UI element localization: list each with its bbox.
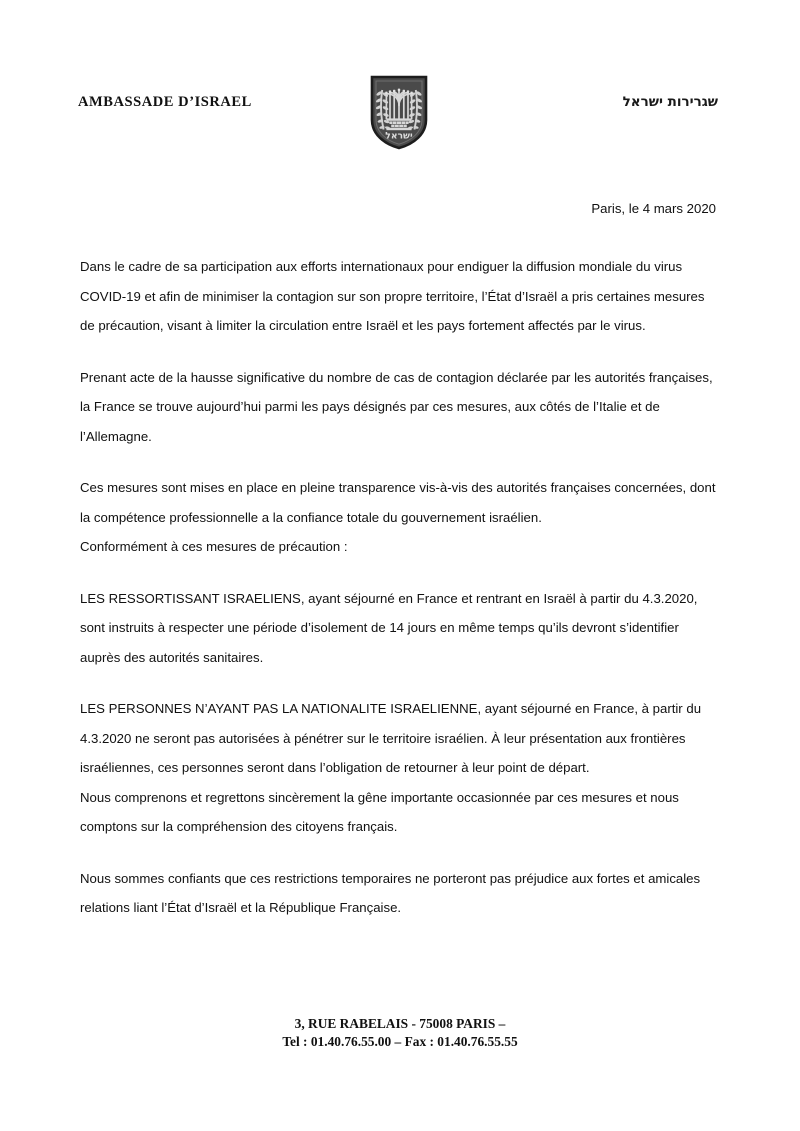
paragraph-transparency: Ces mesures sont mises en place en pleine transparence vis-à-vis des autorités françaises concernées, dont la compétence professionnelle a la confiance totale du gouvernement israélien. bbox=[80, 480, 716, 525]
footer-contact: Tel : 01.40.76.55.00 – Fax : 01.40.76.55.55 bbox=[282, 1033, 518, 1049]
paragraph-non-israeli-nationals: LES PERSONNES N’AYANT PAS LA NATIONALITE ISRAELIENNE, ayant séjourné en France, à partir du 4.3.2020 ne seront pas autorisées à pénétrer sur le territoire israélien. À leur présentation aux frontières israéliennes, ces personnes seront dans l’obligation de retourner à leur point de départ. bbox=[80, 701, 702, 775]
footer bbox=[0, 1015, 800, 1050]
paragraph-conformity-lead-in: Conformément à ces mesures de précaution : bbox=[80, 539, 348, 554]
israel-state-emblem-icon bbox=[369, 74, 429, 150]
svg-text:ישראל: ישראל bbox=[385, 130, 413, 142]
footer-address: 3, RUE RABELAIS - 75008 PARIS – bbox=[294, 1016, 506, 1031]
paragraph-france-designated: Prenant acte de la hausse significative du nombre de cas de contagion déclarée par les autorités françaises, la France se trouve aujourd’hui parmi les pays désignés par ces mesures, aux côtés de l’Italie et de l’Allemagne. bbox=[80, 369, 713, 444]
letter-body bbox=[80, 252, 718, 923]
organization-name-french: AMBASSADE D’ISRAEL bbox=[78, 94, 252, 110]
date-line: Paris, le 4 mars 2020 bbox=[591, 201, 716, 216]
paragraph-closing: Nous sommes confiants que ces restrictions temporaires ne porteront pas préjudice aux fortes et amicales relations liant l’État d’Israël et la République Française. bbox=[80, 870, 701, 915]
paragraph-israeli-nationals: LES RESSORTISSANT ISRAELIENS, ayant séjourné en France et rentrant en Israël à partir du 4.3.2020, sont instruits à respecter une période d’isolement de 14 jours en même temps qu’ils devront s’identifier auprès des autorités sanitaires. bbox=[80, 590, 698, 665]
paragraph-intro: Dans le cadre de sa participation aux efforts internationaux pour endiguer la diffusion mondiale du virus COVID-19 et afin de minimiser la contagion sur son propre territoire, l’État d’Israël a pris certaines mesures de précaution, visant à limiter la circulation entre Israël et les pays fortement affectés par le virus. bbox=[80, 259, 705, 333]
organization-name-hebrew: שגרירות ישראל bbox=[622, 94, 718, 110]
paragraph-apology: Nous comprenons et regrettons sincèrement la gêne importante occasionnée par ces mesures et nous comptons sur la compréhension des citoyens français. bbox=[80, 789, 679, 834]
